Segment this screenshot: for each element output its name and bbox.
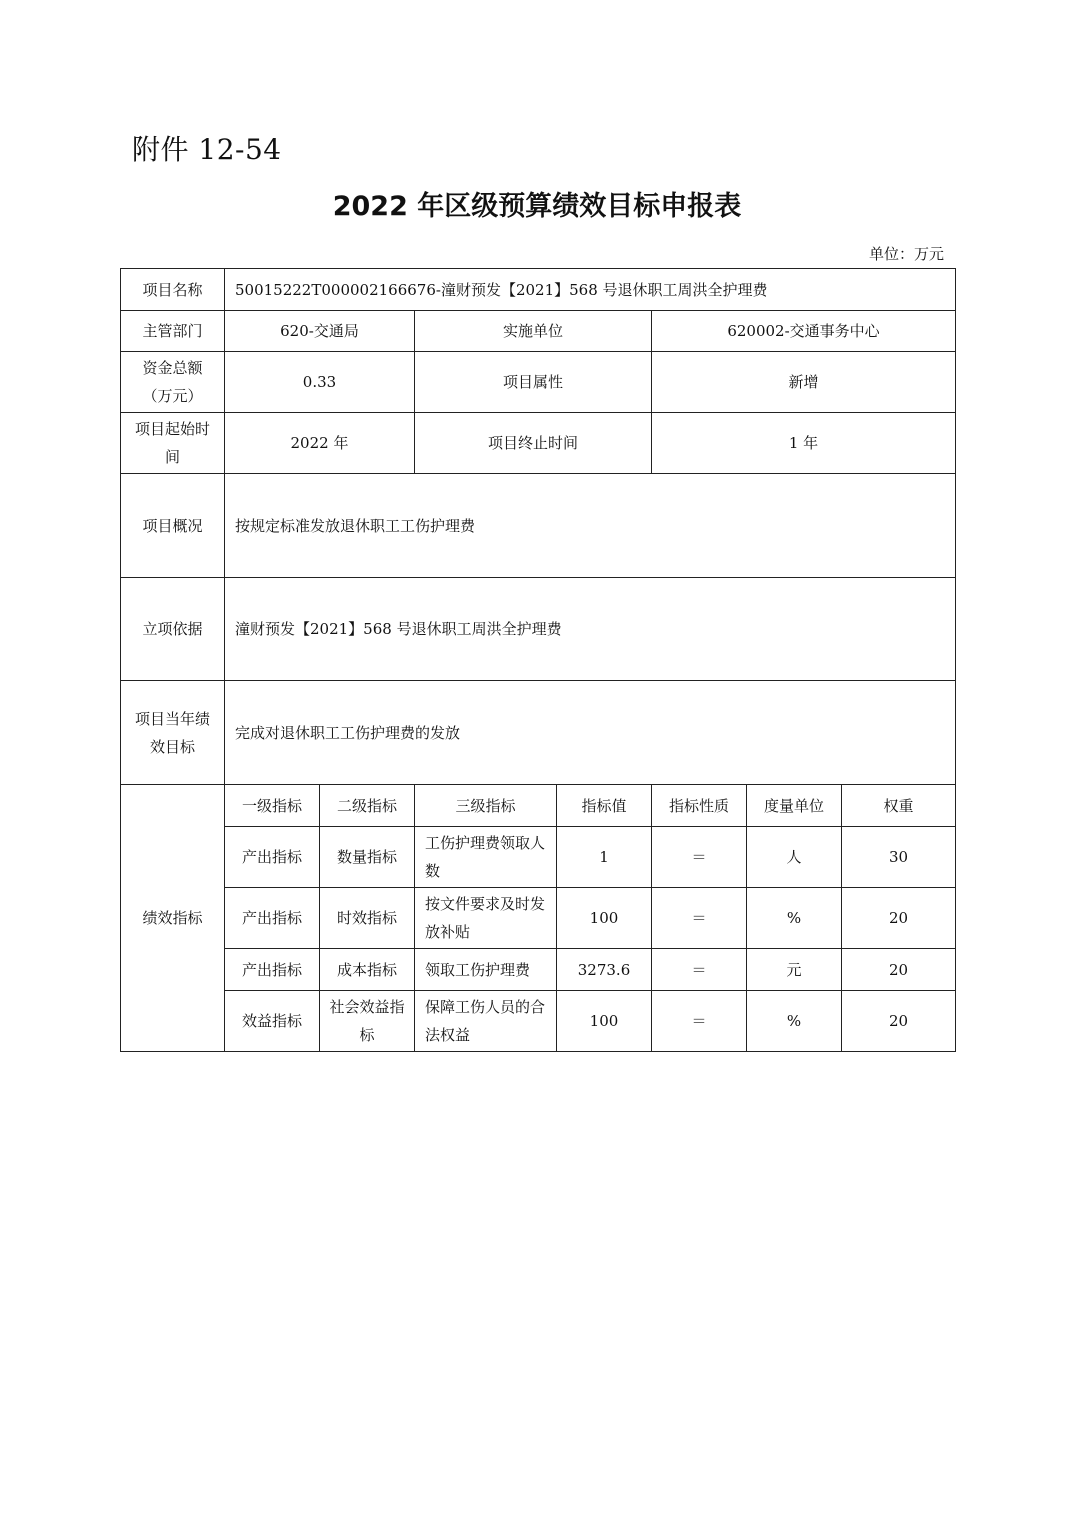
goal-label-line2: 效目标 [149, 737, 195, 756]
row-weight: 30 [842, 827, 956, 888]
project-name-label: 项目名称 [121, 269, 225, 311]
row-l1: 产出指标 [225, 827, 320, 888]
row-nature: ＝ [652, 991, 747, 1052]
row-l1: 产出指标 [225, 949, 320, 991]
goal-label-line1: 项目当年绩 [134, 709, 210, 728]
start-time-value: 2022 年 [225, 413, 415, 474]
row-nature: ＝ [652, 827, 747, 888]
header-l3: 三级指标 [415, 785, 557, 827]
row-l3: 保障工伤人员的合法权益 [415, 991, 557, 1052]
start-time-label-line1: 项目起始时 [134, 420, 210, 438]
row-value: 1 [557, 827, 652, 888]
row-l3: 按文件要求及时发放补贴 [415, 888, 557, 949]
row-l2: 数量指标 [320, 827, 415, 888]
department-label: 主管部门 [121, 311, 225, 352]
row-weight: 20 [842, 888, 956, 949]
row-nature: ＝ [652, 949, 747, 991]
page-title: 2022 年区级预算绩效目标申报表 [332, 191, 742, 222]
row-l3: 工伤护理费领取人数 [415, 827, 557, 888]
row-l1: 效益指标 [225, 991, 320, 1052]
table-row [121, 991, 956, 1052]
project-attr-value: 新增 [652, 352, 956, 413]
row-value: 100 [557, 888, 652, 949]
funds-label-line1: 资金总额 [142, 359, 203, 377]
header-value: 指标值 [557, 785, 652, 827]
project-attr-label: 项目属性 [415, 352, 652, 413]
end-time-value: 1 年 [652, 413, 956, 474]
unit-note: 单位：万元 [868, 245, 944, 263]
row-value: 3273.6 [557, 949, 652, 991]
funds-label-line2: （万元） [142, 387, 203, 405]
row-unit: 人 [747, 827, 842, 888]
impl-unit-label: 实施单位 [415, 311, 652, 352]
header-l1: 一级指标 [225, 785, 320, 827]
row-unit: % [747, 888, 842, 949]
overview-label: 项目概况 [121, 474, 225, 578]
table-row [121, 949, 956, 991]
row-weight: 20 [842, 949, 956, 991]
goal-label [121, 681, 225, 785]
row-weight: 20 [842, 991, 956, 1052]
row-unit: % [747, 991, 842, 1052]
goal-value: 完成对退休职工工伤护理费的发放 [225, 681, 956, 785]
row-l3: 领取工伤护理费 [415, 949, 557, 991]
funds-label [121, 352, 225, 413]
funds-value: 0.33 [225, 352, 415, 413]
header-l2: 二级指标 [320, 785, 415, 827]
row-unit: 元 [747, 949, 842, 991]
row-l2: 成本指标 [320, 949, 415, 991]
header-nature: 指标性质 [652, 785, 747, 827]
basis-value: 潼财预发【2021】568 号退休职工周洪全护理费 [225, 578, 956, 681]
table-row [121, 827, 956, 888]
row-value: 100 [557, 991, 652, 1052]
row-l1: 产出指标 [225, 888, 320, 949]
start-time-label-line2: 间 [164, 448, 180, 466]
impl-unit-value: 620002-交通事务中心 [652, 311, 956, 352]
department-value: 620-交通局 [225, 311, 415, 352]
header-unit: 度量单位 [747, 785, 842, 827]
indicators-label: 绩效指标 [121, 785, 225, 1052]
project-name-value: 50015222T000002166676-潼财预发【2021】568 号退休职工周洪全护理费 [225, 269, 956, 311]
end-time-label: 项目终止时间 [415, 413, 652, 474]
row-l2: 社会效益指标 [320, 991, 415, 1052]
row-nature: ＝ [652, 888, 747, 949]
row-l2: 时效指标 [320, 888, 415, 949]
budget-form-table [120, 268, 956, 1052]
header-weight: 权重 [842, 785, 956, 827]
attachment-number: 附件 12-54 [132, 133, 282, 166]
basis-label: 立项依据 [121, 578, 225, 681]
table-row [121, 888, 956, 949]
start-time-label [121, 413, 225, 474]
overview-value: 按规定标准发放退休职工工伤护理费 [225, 474, 956, 578]
